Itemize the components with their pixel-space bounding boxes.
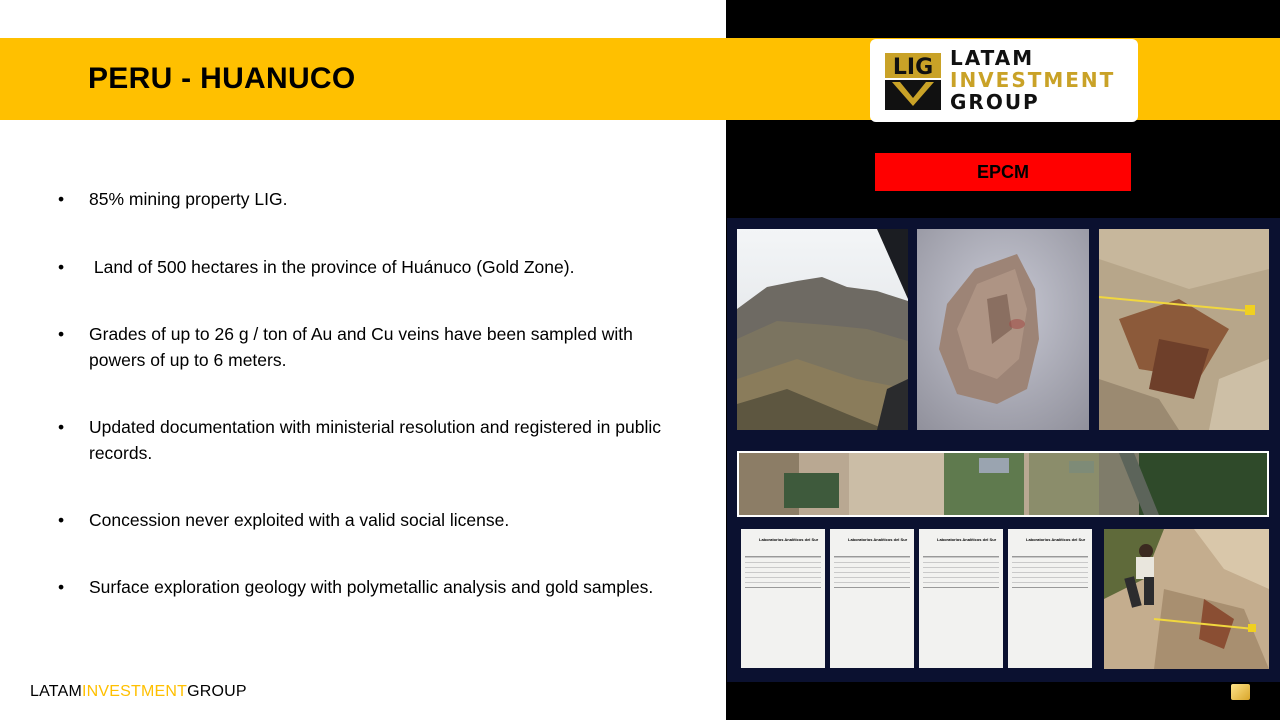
epcm-tag: EPCM: [875, 153, 1131, 191]
footer-brand-part-3: GROUP: [187, 683, 247, 700]
lab-report-document: [830, 529, 914, 668]
mountain-photo: [737, 229, 908, 430]
bullet-text: Land of 500 hectares in the province of Huánuco (Gold Zone).: [89, 257, 575, 277]
bullet-dot-icon: •: [58, 189, 65, 209]
bullet-text: 85% mining property LIG.: [89, 189, 288, 209]
gold-corner-icon: [1231, 684, 1250, 700]
logo-line-2: INVESTMENT: [950, 68, 1116, 92]
bullet-dot-icon: •: [58, 257, 65, 277]
logo-mark-text: LIG: [892, 55, 934, 80]
footer-brand: [30, 683, 247, 701]
bullet-text: Updated documentation with ministerial resolution and registered in public records.: [89, 417, 661, 463]
bullet-dot-icon: •: [58, 577, 65, 597]
bullet-text: Surface exploration geology with polymetallic analysis and gold samples.: [89, 577, 654, 597]
lab-report-document: [741, 529, 825, 668]
lab-report-document: [1008, 529, 1092, 668]
logo-line-3: GROUP: [950, 90, 1040, 114]
logo-line-1: LATAM: [950, 46, 1035, 70]
dark-panel-top: [726, 0, 1280, 38]
bullet-dot-icon: •: [58, 417, 65, 437]
bullet-item: [58, 507, 678, 533]
logo-wordmark: [950, 47, 1115, 113]
lab-report-document: [919, 529, 1003, 668]
document-header: Laboratorios Analíticos del Sur: [937, 537, 997, 542]
rock-face-photo: [1099, 229, 1269, 430]
bullet-item: [58, 414, 678, 466]
document-header: Laboratorios Analíticos del Sur: [759, 537, 819, 542]
geologist-photo: [1104, 529, 1269, 669]
lig-logo-icon: [882, 50, 944, 112]
bullet-dot-icon: •: [58, 324, 65, 344]
bullet-item: [58, 254, 678, 280]
aerial-panorama-photo: [737, 451, 1269, 517]
footer-brand-part-1: LATAM: [30, 683, 82, 700]
company-logo: [870, 39, 1138, 122]
bullet-text: Concession never exploited with a valid social license.: [89, 510, 510, 530]
rock-sample-photo: [917, 229, 1089, 430]
bullet-item: [58, 321, 678, 373]
bullet-text: Grades of up to 26 g / ton of Au and Cu veins have been sampled with powers of up to 6 meters.: [89, 324, 633, 370]
page-title: PERU - HUANUCO: [88, 62, 356, 95]
document-header: Laboratorios Analíticos del Sur: [1026, 537, 1086, 542]
footer-brand-part-2: INVESTMENT: [81, 683, 188, 700]
document-header: Laboratorios Analíticos del Sur: [848, 537, 908, 542]
bullet-dot-icon: •: [58, 510, 65, 530]
bullet-item: [58, 186, 678, 212]
bullet-item: [58, 574, 678, 600]
